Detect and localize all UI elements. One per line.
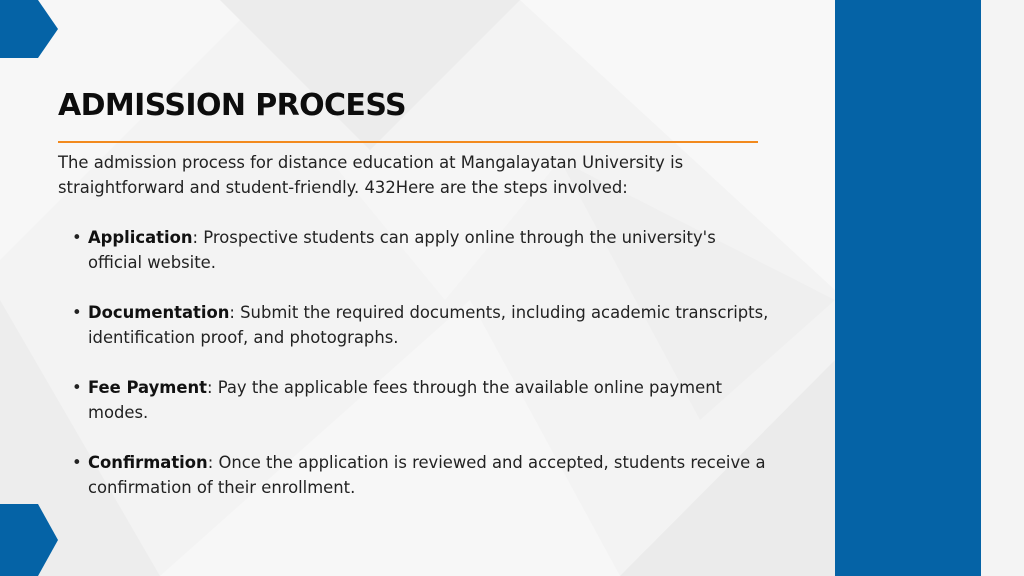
intro-paragraph: The admission process for distance education at Mangalayatan University is straightforward and student-friendly. 432Here are the steps involved: [58, 153, 684, 197]
bullet-glyph: • [72, 303, 82, 322]
step-term: Fee Payment [88, 378, 207, 397]
step-description: Pay the applicable fees through the available online payment modes. [88, 378, 723, 422]
step-separator: : [229, 303, 235, 322]
step-term: Documentation [88, 303, 230, 322]
admission-steps-list [72, 225, 772, 525]
step-fee-payment [72, 375, 772, 425]
right-blue-band [835, 0, 981, 576]
bullet-glyph: • [72, 228, 82, 247]
step-confirmation [72, 450, 772, 500]
right-light-margin [981, 0, 1024, 576]
slide-title: ADMISSION PROCESS [58, 88, 406, 123]
step-separator: : [192, 228, 199, 247]
step-description: Submit the required documents, including academic transcripts, identification proof, and photographs. [88, 303, 769, 347]
step-separator: : [207, 453, 214, 472]
step-description: Once the application is reviewed and accepted, students receive a confirmation of their enrollment. [88, 453, 766, 497]
step-term: Confirmation [88, 453, 208, 472]
top-left-chevron-decoration [0, 0, 60, 58]
step-application [72, 225, 772, 275]
bullet-glyph: • [72, 453, 82, 472]
step-documentation [72, 300, 772, 350]
step-term: Application [88, 228, 193, 247]
bullet-glyph: • [72, 378, 82, 397]
step-separator: : [206, 378, 213, 397]
bottom-left-chevron-decoration [0, 504, 60, 576]
step-description: Prospective students can apply online through the university's official website. [88, 228, 716, 272]
title-underline [58, 141, 758, 143]
